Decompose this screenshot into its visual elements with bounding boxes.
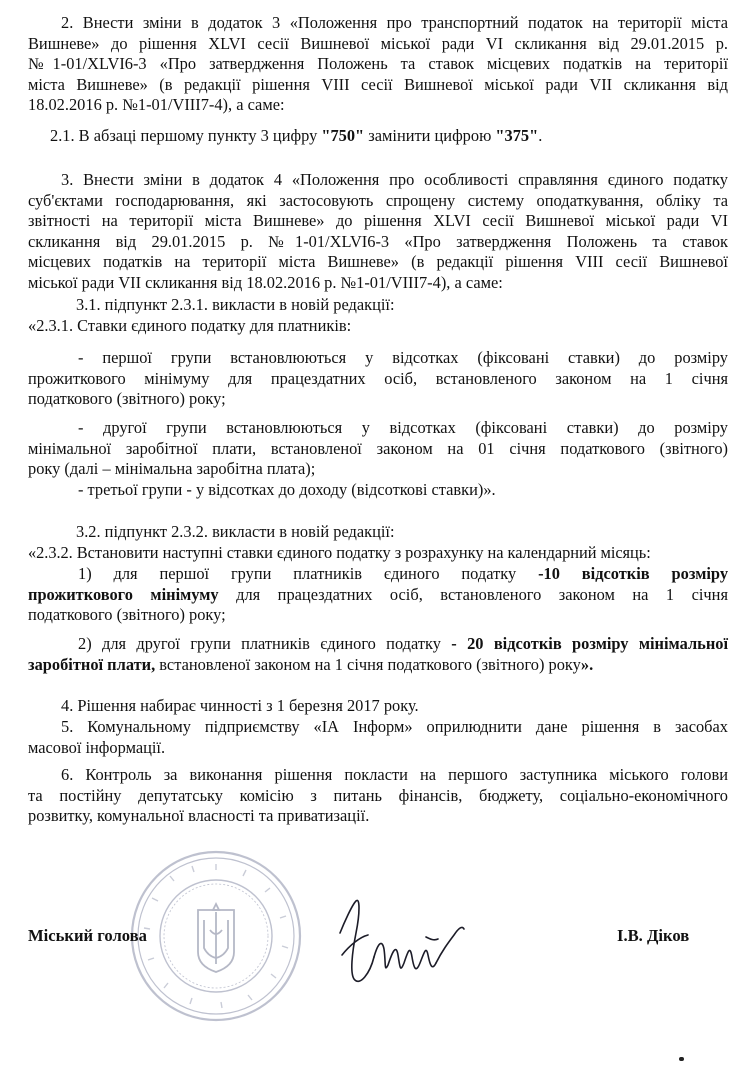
paragraph-3-line: місцевих податків на території міста Вишневе» (в редакції рішення VIII сесії Вишневої — [28, 252, 728, 272]
paragraph-6: 6. Контроль за виконання рішення покласти на першого заступника міського голови та постійну депутатську комісію з питань фінансів, бюджету, соціально-економічного розвитку, комунальної власності та приватизації. — [28, 765, 728, 826]
clause-item-second-group: - другої групи встановлюються у відсотках (фіксовані ставки) до розміру мінімальної заробітної плати, встановленої законом на 01 січня податкового (звітного) року (далі – мінімальна заробітна плата); — [28, 418, 728, 479]
paragraph-3-line: скликання від 29.01.2015 р. №1-01/XLVI6-3 «Про затвердження Положень та ставок — [28, 231, 728, 251]
paragraph-2-line: міста Вишневе» (в редакції рішення VIII сесії Вишневої міської ради VII скликання від — [28, 74, 728, 94]
paragraph-4: 4. Рішення набирає чинності з 1 березня 2017 року. — [61, 696, 419, 715]
paragraph-3-line: міської ради VII скликання від 18.02.2016 р. №1-01/VIII7-4), а саме: — [28, 272, 503, 292]
paragraph-2-line: 2. Внести зміни в додаток 3 «Положення про транспортний податок на території міста — [61, 13, 728, 32]
paragraph-2-line: №1-01/XLVI6-3 «Про затвердження Положень та ставок місцевих податків на території — [28, 54, 728, 74]
paragraph-5: 5. Комунальному підприємству «ІА Інформ» оприлюднити дане рішення в засобах масової інформації. — [28, 717, 728, 757]
paragraph-3-line: 3. Внести зміни в додаток 4 «Положення про особливості справляння єдиного податку — [61, 170, 728, 189]
clause-2-3-2-title: «2.3.2. Встановити наступні ставки єдиного податку з розрахунку на календарний місяць: — [28, 543, 651, 562]
paragraph-3-line: звітності на території міста Вишневе» до рішення XLVI сесії Вишневої міської ради VI — [28, 211, 728, 231]
subparagraph-3-1-heading: 3.1. підпункт 2.3.1. викласти в новій редакції: — [76, 295, 395, 314]
paragraph-3-line: суб'єктами господарювання, які застосовують спрощену систему оподаткування, обліку та — [28, 190, 728, 210]
clause-2-3-1-title: «2.3.1. Ставки єдиного податку для платників: — [28, 316, 352, 335]
paragraph-3 — [28, 170, 728, 294]
rate-first-group: 1) для першої групи платників єдиного податку -10 відсотків розміру прожиткового мінімуму для працездатних осіб, встановленого законом на 1 січня податкового (звітного) року; — [28, 564, 729, 625]
old-number: "750" — [321, 126, 365, 145]
rate-second-group-value: - 20 відсотків розміру мінімальної — [451, 634, 729, 653]
paragraph-2-line: 18.02.2016 р. №1-01/VIII7-4), а саме: — [28, 95, 285, 115]
rate-first-group-value: -10 відсотків розміру — [538, 564, 729, 583]
clause-item-third-group: - третьої групи - у відсотках до доходу (відсоткові ставки)». — [78, 480, 496, 499]
clause-item-first-group: - першої групи встановлюються у відсотках (фіксовані ставки) до розміру прожиткового мінімуму для працездатних осіб, встановленого законом на 1 січня податкового (звітного) року; — [28, 348, 728, 409]
handwritten-signature-icon — [330, 893, 475, 993]
scan-speck — [679, 1057, 684, 1061]
new-number: "375" — [495, 126, 539, 145]
paragraph-2 — [28, 13, 728, 116]
paragraph-2-line: Вишневе» до рішення XLVI сесії Вишневої міської ради VI скликання від 29.01.2015 р. — [28, 33, 728, 53]
subparagraph-3-2-heading: 3.2. підпункт 2.3.2. викласти в новій редакції: — [76, 522, 395, 541]
rate-second-group: 2) для другої групи платників єдиного податку - 20 відсотків розміру мінімальної заробітної плати, встановленої законом на 1 січня податкового (звітного) року». — [28, 634, 729, 674]
signature-name: І.В. Діков — [617, 926, 690, 945]
signature-role: Міський голова — [28, 926, 147, 945]
paragraph-2-1: 2.1. В абзаці першому пункту 3 цифру "750" замінити цифрою "375". — [50, 126, 543, 145]
official-seal-stamp-icon — [128, 848, 304, 1024]
